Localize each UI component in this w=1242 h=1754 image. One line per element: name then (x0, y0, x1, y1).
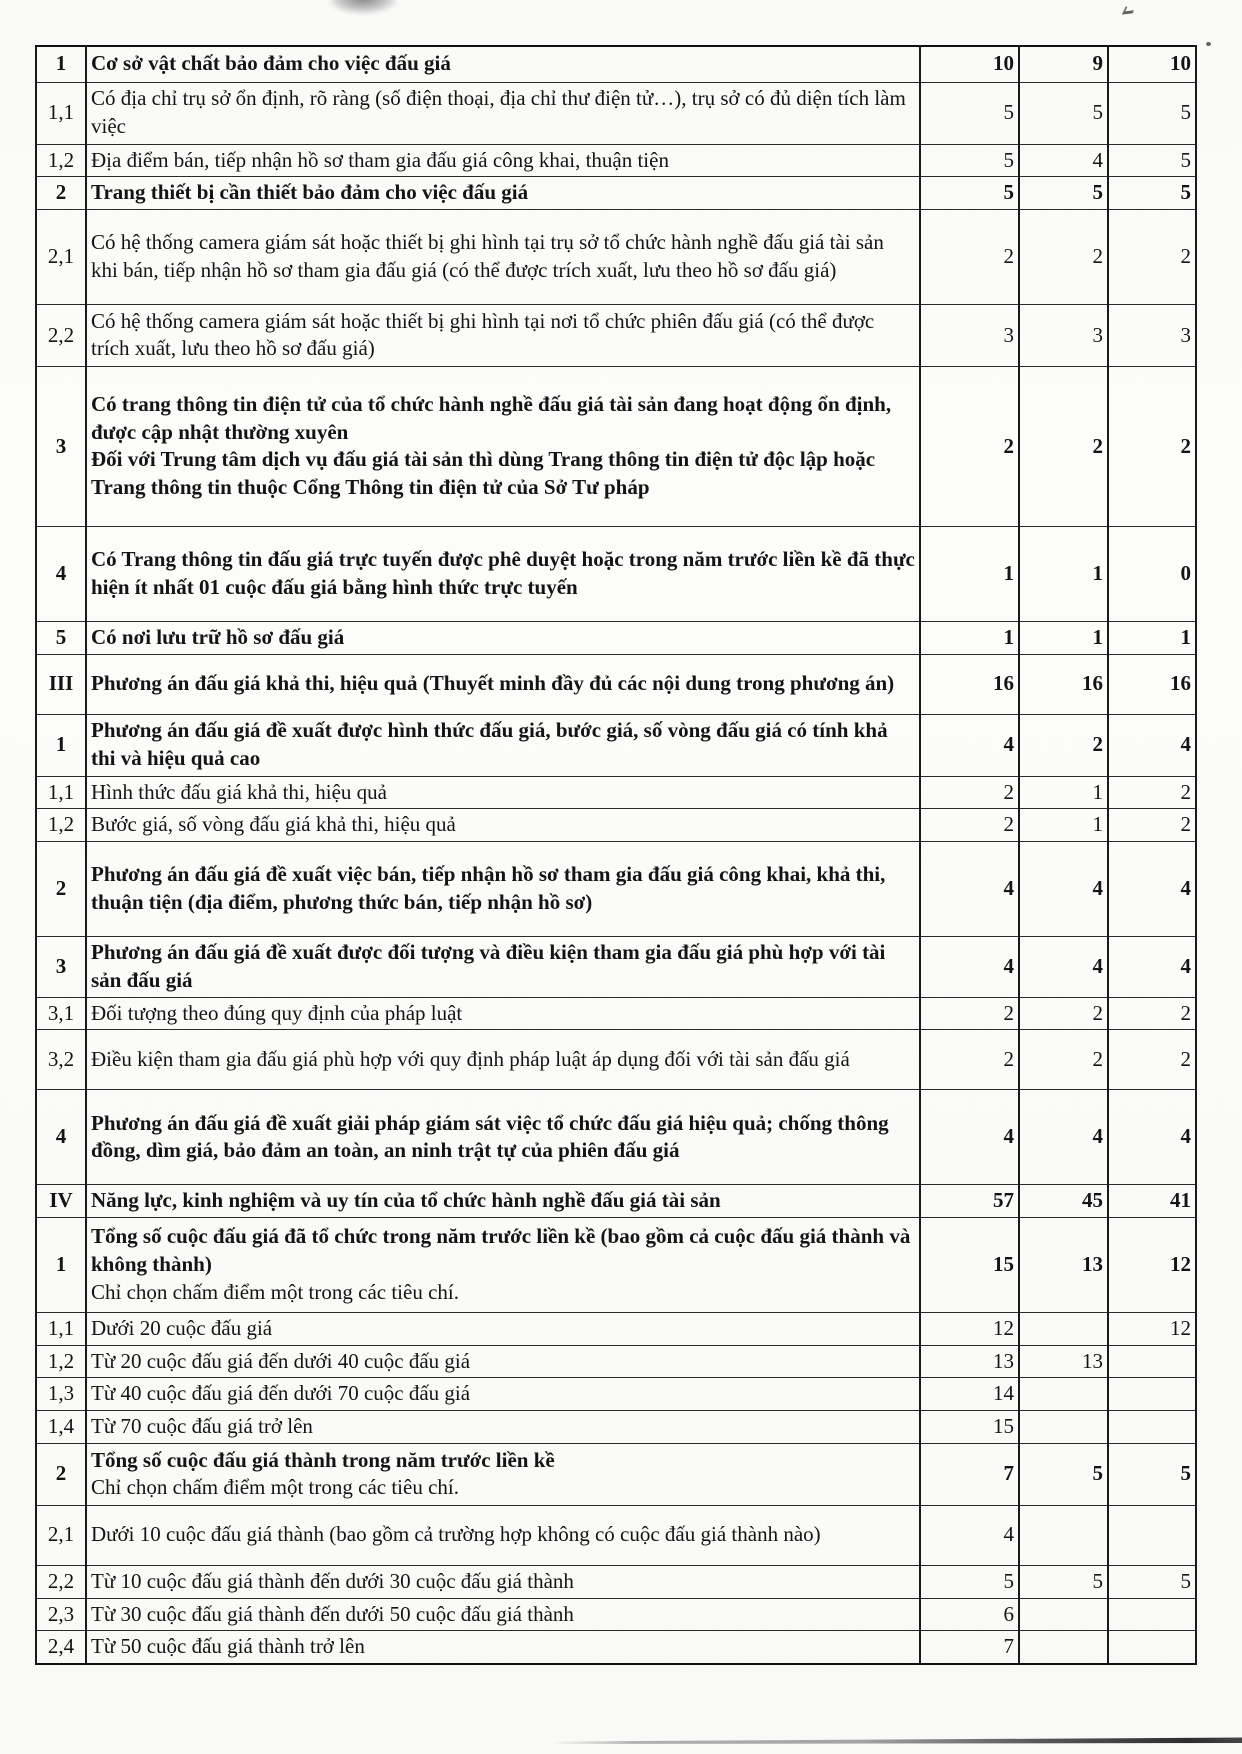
criterion-description-cell (86, 209, 920, 304)
table-row (36, 1505, 1196, 1565)
row-number-cell: 2,1 (36, 209, 86, 304)
score-cell-2: 2 (1019, 366, 1108, 526)
row-number-cell: 1,1 (36, 776, 86, 809)
score-cell-1: 4 (920, 937, 1019, 997)
table-row (36, 526, 1196, 621)
row-number-cell: 2 (36, 1443, 86, 1505)
criterion-description-cell (86, 809, 920, 842)
table-row (36, 82, 1196, 144)
criterion-text: Tổng số cuộc đấu giá thành trong năm trước liền kề (91, 1447, 555, 1472)
criterion-text: Bước giá, số vòng đấu giá khả thi, hiệu quả (91, 812, 456, 837)
table-row (36, 1217, 1196, 1312)
criterion-text: Có nơi lưu trữ hồ sơ đấu giá (91, 624, 345, 649)
table-row (36, 842, 1196, 937)
table-row (36, 714, 1196, 776)
score-cell-3: 2 (1108, 366, 1196, 526)
table-row (36, 144, 1196, 177)
row-number-cell: 4 (36, 1090, 86, 1185)
score-cell-2 (1019, 1411, 1108, 1444)
table-row (36, 366, 1196, 526)
table-row (36, 304, 1196, 366)
score-cell-1: 13 (920, 1345, 1019, 1378)
criterion-text: Có địa chỉ trụ sở ổn định, rõ ràng (số điện thoại, địa chỉ thư điện tử…), trụ sở có đủ diện tích làm việc (91, 86, 906, 138)
score-cell-1: 14 (920, 1378, 1019, 1411)
criterion-description-cell (86, 304, 920, 366)
row-number-cell: 1,2 (36, 144, 86, 177)
criterion-description-cell (86, 1598, 920, 1631)
criterion-description-cell (86, 1505, 920, 1565)
score-cell-3: 1 (1108, 621, 1196, 654)
criterion-text: Từ 20 cuộc đấu giá đến dưới 40 cuộc đấu giá (91, 1348, 471, 1373)
table-row (36, 1598, 1196, 1631)
score-cell-3: 5 (1108, 1443, 1196, 1505)
table-row (36, 177, 1196, 210)
scoring-criteria-table (35, 45, 1197, 1665)
row-number-cell: 1,1 (36, 1312, 86, 1345)
criterion-description-cell (86, 1345, 920, 1378)
row-number-cell: 4 (36, 526, 86, 621)
table-row (36, 621, 1196, 654)
criterion-text: Phương án đấu giá đề xuất việc bán, tiếp nhận hồ sơ tham gia đấu giá công khai, khả thi, thuận tiện (địa điểm, phương thức bán, tiếp nhận hồ sơ) (91, 862, 886, 915)
score-cell-1: 15 (920, 1217, 1019, 1312)
score-cell-1: 5 (920, 1565, 1019, 1598)
score-cell-2: 1 (1019, 621, 1108, 654)
score-cell-1: 2 (920, 809, 1019, 842)
criterion-description-cell (86, 714, 920, 776)
table-row (36, 1631, 1196, 1664)
criterion-text: Có Trang thông tin đấu giá trực tuyến được phê duyệt hoặc trong năm trước liền kề đã thực hiện ít nhất 01 cuộc đấu giá bằng hình thức trực tuyến (91, 547, 915, 599)
criterion-description-cell (86, 776, 920, 809)
score-cell-2 (1019, 1505, 1108, 1565)
scan-dot-top-right (1206, 42, 1211, 46)
score-cell-2: 4 (1019, 937, 1108, 997)
score-cell-2: 45 (1019, 1185, 1108, 1218)
criterion-text: Chỉ chọn chấm điểm một trong các tiêu chí. (91, 1279, 459, 1304)
score-cell-3 (1108, 1598, 1196, 1631)
table-row (36, 1411, 1196, 1444)
criterion-description-cell (86, 1185, 920, 1218)
row-number-cell: 2,2 (36, 304, 86, 366)
row-number-cell: 1,2 (36, 809, 86, 842)
score-cell-1: 4 (920, 714, 1019, 776)
score-cell-2: 2 (1019, 1030, 1108, 1090)
score-cell-3 (1108, 1631, 1196, 1664)
criterion-text: Từ 30 cuộc đấu giá thành đến dưới 50 cuộc đấu giá thành (91, 1601, 574, 1626)
criterion-description-cell (86, 1312, 920, 1345)
criterion-text: Điều kiện tham gia đấu giá phù hợp với quy định pháp luật áp dụng đối với tài sản đấu giá (91, 1046, 850, 1071)
table-row (36, 997, 1196, 1030)
score-cell-2: 9 (1019, 46, 1108, 82)
table-row (36, 1345, 1196, 1378)
score-cell-2: 1 (1019, 809, 1108, 842)
row-number-cell: 2,2 (36, 1565, 86, 1598)
score-cell-1: 16 (920, 654, 1019, 714)
table-row (36, 654, 1196, 714)
score-cell-2 (1019, 1598, 1108, 1631)
score-cell-2: 5 (1019, 1443, 1108, 1505)
criterion-text: Tổng số cuộc đấu giá đã tổ chức trong năm trước liền kề (bao gồm cả cuộc đấu giá thành và không thành) (91, 1224, 911, 1277)
score-cell-1: 7 (920, 1631, 1019, 1664)
score-cell-2: 4 (1019, 144, 1108, 177)
row-number-cell: 2 (36, 177, 86, 210)
score-cell-1: 2 (920, 209, 1019, 304)
criterion-text: Đối tượng theo đúng quy định của pháp luật (91, 1000, 463, 1025)
score-cell-1: 2 (920, 997, 1019, 1030)
scan-mark-top-right (1122, 5, 1136, 14)
table-row (36, 776, 1196, 809)
score-cell-2: 13 (1019, 1217, 1108, 1312)
score-cell-1: 3 (920, 304, 1019, 366)
criterion-description-cell (86, 1378, 920, 1411)
criterion-text: Có hệ thống camera giám sát hoặc thiết bị ghi hình tại nơi tổ chức phiên đấu giá (có thể được trích xuất, lưu theo hồ sơ đấu giá) (91, 308, 875, 361)
row-number-cell: 1,3 (36, 1378, 86, 1411)
score-cell-3: 3 (1108, 304, 1196, 366)
score-cell-3: 41 (1108, 1185, 1196, 1218)
criterion-text: Phương án đấu giá đề xuất được hình thức đấu giá, bước giá, số vòng đấu giá có tính khả thi và hiệu quả cao (91, 718, 888, 771)
row-number-cell: 3 (36, 366, 86, 526)
criteria-table-body (36, 46, 1196, 1664)
row-number-cell: 3,2 (36, 1030, 86, 1090)
score-cell-2: 4 (1019, 842, 1108, 937)
row-number-cell: 1,4 (36, 1411, 86, 1444)
table-row (36, 937, 1196, 997)
criterion-text: Phương án đấu giá đề xuất được đối tượng và điều kiện tham gia đấu giá phù hợp với tài sản đấu giá (91, 940, 886, 992)
criterion-description-cell (86, 654, 920, 714)
score-cell-3 (1108, 1505, 1196, 1565)
row-number-cell: 2,4 (36, 1631, 86, 1664)
row-number-cell: 1 (36, 714, 86, 776)
score-cell-2: 1 (1019, 776, 1108, 809)
score-cell-1: 12 (920, 1312, 1019, 1345)
score-cell-3 (1108, 1411, 1196, 1444)
criterion-description-cell (86, 177, 920, 210)
score-cell-3: 2 (1108, 1030, 1196, 1090)
score-cell-2: 2 (1019, 714, 1108, 776)
score-cell-3: 16 (1108, 654, 1196, 714)
criterion-text: Từ 10 cuộc đấu giá thành đến dưới 30 cuộc đấu giá thành (91, 1568, 574, 1593)
row-number-cell: 1,2 (36, 1345, 86, 1378)
score-cell-3: 4 (1108, 842, 1196, 937)
score-cell-3: 2 (1108, 776, 1196, 809)
criterion-text: Phương án đấu giá khả thi, hiệu quả (Thuyết minh đầy đủ các nội dung trong phương án) (91, 671, 895, 696)
criterion-text: Từ 40 cuộc đấu giá đến dưới 70 cuộc đấu giá (91, 1381, 471, 1406)
criterion-description-cell (86, 1443, 920, 1505)
row-number-cell: 3 (36, 937, 86, 997)
score-cell-3: 4 (1108, 1090, 1196, 1185)
criterion-text: Phương án đấu giá đề xuất giải pháp giám sát việc tổ chức đấu giá hiệu quả; chống thông đồng, dìm giá, bảo đảm an toàn, an ninh trật tự của phiên đấu giá (91, 1110, 889, 1163)
criterion-text: Chỉ chọn chấm điểm một trong các tiêu chí. (91, 1475, 459, 1500)
table-row (36, 46, 1196, 82)
score-cell-3: 4 (1108, 714, 1196, 776)
score-cell-1: 4 (920, 842, 1019, 937)
score-cell-2: 5 (1019, 1565, 1108, 1598)
criterion-text: Từ 50 cuộc đấu giá thành trở lên (91, 1634, 365, 1659)
score-cell-1: 7 (920, 1443, 1019, 1505)
score-cell-1: 15 (920, 1411, 1019, 1444)
score-cell-3 (1108, 1378, 1196, 1411)
score-cell-1: 1 (920, 621, 1019, 654)
row-number-cell: 1 (36, 1217, 86, 1312)
score-cell-2: 5 (1019, 177, 1108, 210)
score-cell-1: 5 (920, 144, 1019, 177)
criterion-description-cell (86, 366, 920, 526)
score-cell-3: 2 (1108, 209, 1196, 304)
row-number-cell: 2 (36, 842, 86, 937)
score-cell-2: 3 (1019, 304, 1108, 366)
criterion-text: Có trang thông tin điện tử của tổ chức hành nghề đấu giá tài sản đang hoạt động ổn định, được cập nhật thường xuyên (91, 392, 892, 444)
table-row (36, 1378, 1196, 1411)
criterion-description-cell (86, 621, 920, 654)
criterion-text: Địa điểm bán, tiếp nhận hồ sơ tham gia đấu giá công khai, thuận tiện (91, 147, 669, 172)
table-row (36, 1090, 1196, 1185)
score-cell-2: 1 (1019, 526, 1108, 621)
criterion-description-cell (86, 997, 920, 1030)
score-cell-2 (1019, 1631, 1108, 1664)
row-number-cell: 2,1 (36, 1505, 86, 1565)
score-cell-2: 2 (1019, 209, 1108, 304)
criterion-text: Từ 70 cuộc đấu giá trở lên (91, 1414, 313, 1439)
score-cell-3: 4 (1108, 937, 1196, 997)
score-cell-2: 5 (1019, 82, 1108, 144)
score-cell-1: 10 (920, 46, 1019, 82)
criterion-description-cell (86, 1411, 920, 1444)
criterion-text: Có hệ thống camera giám sát hoặc thiết bị ghi hình tại trụ sở tổ chức hành nghề đấu giá tài sản khi bán, tiếp nhận hồ sơ tham gia đấu giá (có thể được trích xuất, lưu theo hồ sơ đấu giá) (91, 230, 884, 282)
score-cell-2: 4 (1019, 1090, 1108, 1185)
score-cell-3: 2 (1108, 809, 1196, 842)
score-cell-3: 2 (1108, 997, 1196, 1030)
criterion-description-cell (86, 144, 920, 177)
table-row (36, 809, 1196, 842)
table-row (36, 1312, 1196, 1345)
score-cell-2: 2 (1019, 997, 1108, 1030)
score-cell-3: 12 (1108, 1312, 1196, 1345)
criterion-text: Cơ sở vật chất bảo đảm cho việc đấu giá (91, 51, 451, 76)
row-number-cell: 1,1 (36, 82, 86, 144)
table-row (36, 1185, 1196, 1218)
score-cell-3: 5 (1108, 82, 1196, 144)
score-cell-1: 1 (920, 526, 1019, 621)
score-cell-1: 4 (920, 1505, 1019, 1565)
score-cell-1: 2 (920, 776, 1019, 809)
score-cell-2 (1019, 1312, 1108, 1345)
score-cell-2: 13 (1019, 1345, 1108, 1378)
score-cell-3: 5 (1108, 1565, 1196, 1598)
score-cell-1: 2 (920, 1030, 1019, 1090)
score-cell-3: 0 (1108, 526, 1196, 621)
row-number-cell: 3,1 (36, 997, 86, 1030)
score-cell-3 (1108, 1345, 1196, 1378)
score-cell-1: 5 (920, 177, 1019, 210)
score-cell-1: 4 (920, 1090, 1019, 1185)
table-row (36, 1565, 1196, 1598)
score-cell-2: 16 (1019, 654, 1108, 714)
score-cell-1: 57 (920, 1185, 1019, 1218)
criterion-text: Năng lực, kinh nghiệm và uy tín của tổ chức hành nghề đấu giá tài sản (91, 1188, 721, 1213)
criterion-description-cell (86, 842, 920, 937)
criterion-text: Trang thiết bị cần thiết bảo đảm cho việc đấu giá (91, 180, 529, 205)
score-cell-3: 5 (1108, 144, 1196, 177)
score-cell-2 (1019, 1378, 1108, 1411)
row-number-cell: III (36, 654, 86, 714)
criterion-description-cell (86, 46, 920, 82)
criterion-description-cell (86, 1565, 920, 1598)
row-number-cell: 1 (36, 46, 86, 82)
score-cell-1: 2 (920, 366, 1019, 526)
row-number-cell: 5 (36, 621, 86, 654)
criterion-text: Đối với Trung tâm dịch vụ đấu giá tài sản thì dùng Trang thông tin điện tử độc lập hoặc Trang thông tin thuộc Cổng Thông tin điện tử của Sở Tư pháp (91, 447, 876, 500)
criterion-description-cell (86, 82, 920, 144)
scan-smudge-top (328, 0, 398, 14)
score-cell-3: 10 (1108, 46, 1196, 82)
criterion-text: Dưới 20 cuộc đấu giá (91, 1315, 273, 1340)
criterion-description-cell (86, 1090, 920, 1185)
criterion-description-cell (86, 526, 920, 621)
criterion-description-cell (86, 1631, 920, 1664)
criterion-description-cell (86, 937, 920, 997)
criterion-description-cell (86, 1030, 920, 1090)
table-row (36, 209, 1196, 304)
scan-line-bottom (552, 1736, 1242, 1746)
row-number-cell: 2,3 (36, 1598, 86, 1631)
criterion-text: Hình thức đấu giá khả thi, hiệu quả (91, 779, 387, 804)
table-row (36, 1443, 1196, 1505)
score-cell-1: 6 (920, 1598, 1019, 1631)
criterion-description-cell (86, 1217, 920, 1312)
table-row (36, 1030, 1196, 1090)
row-number-cell: IV (36, 1185, 86, 1218)
criterion-text: Dưới 10 cuộc đấu giá thành (bao gồm cả trường hợp không có cuộc đấu giá thành nào) (91, 1522, 821, 1547)
score-cell-3: 12 (1108, 1217, 1196, 1312)
score-cell-3: 5 (1108, 177, 1196, 210)
score-cell-1: 5 (920, 82, 1019, 144)
